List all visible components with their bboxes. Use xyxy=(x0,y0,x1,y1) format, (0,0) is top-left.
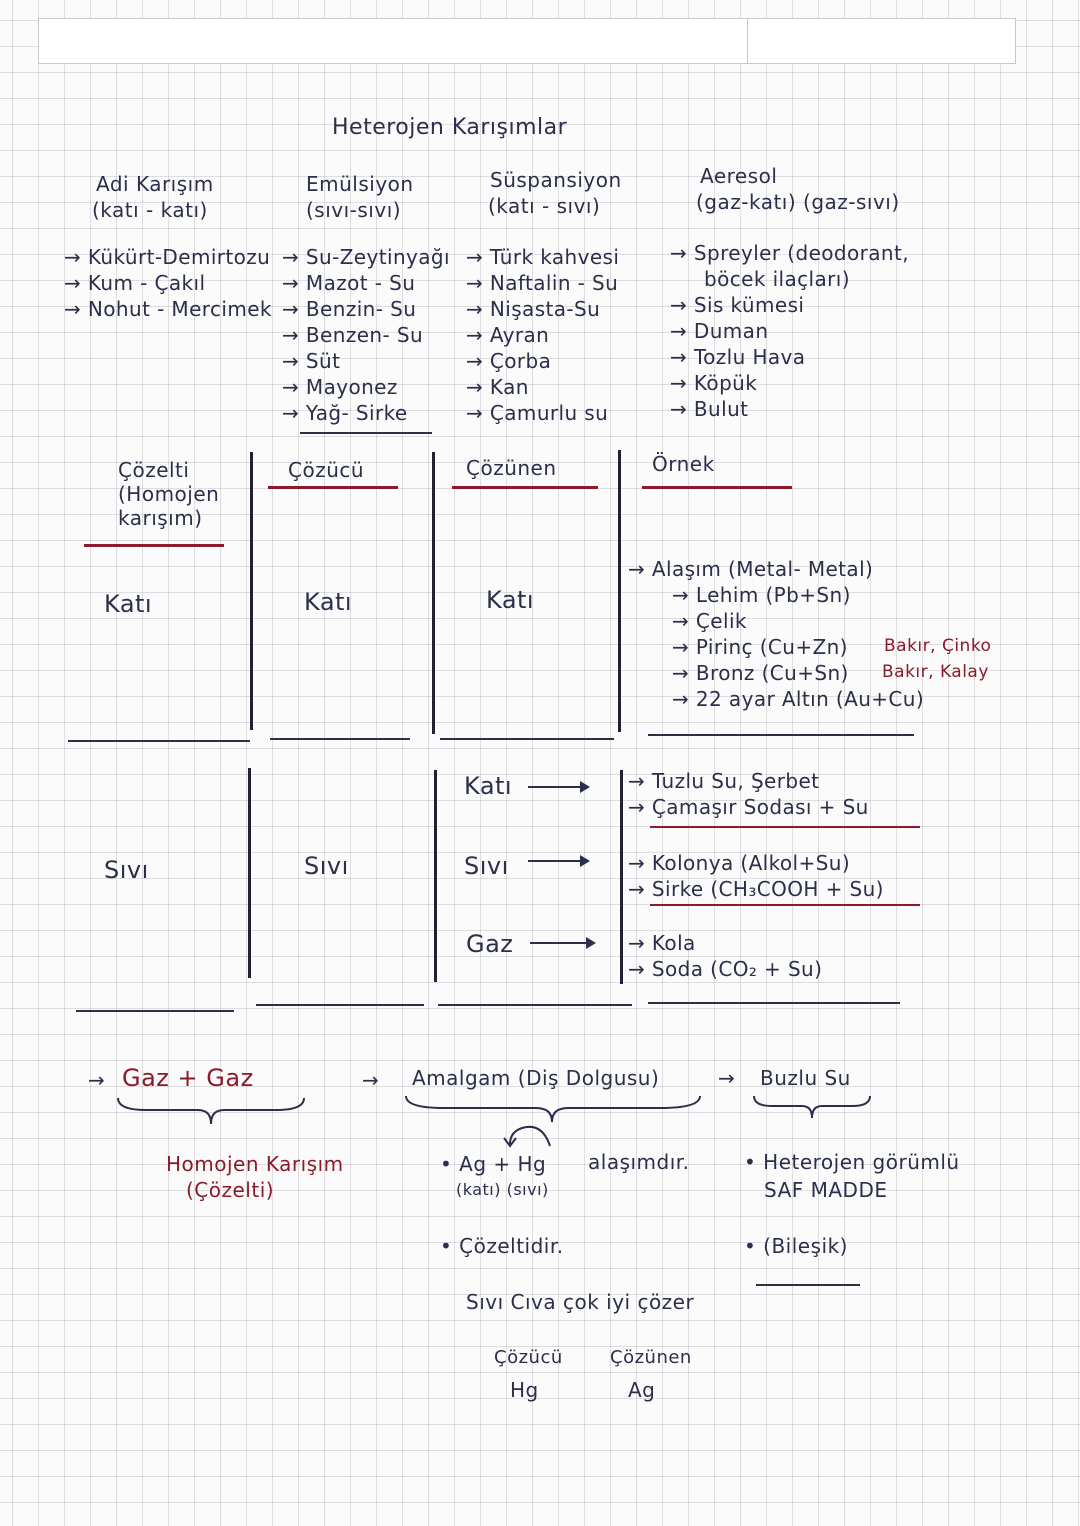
brace-icon xyxy=(752,1092,872,1122)
list-item: → Köpük xyxy=(670,371,758,395)
list-item: → 22 ayar Altın (Au+Cu) xyxy=(672,687,925,711)
column-emulsiyon-sub: (sıvı-sıvı) xyxy=(306,198,402,222)
amalgam-states: (katı) (sıvı) xyxy=(456,1180,549,1199)
column-emulsiyon-title: Emülsiyon xyxy=(306,172,414,196)
list-item: → Tozlu Hava xyxy=(670,345,806,369)
column-aeresol-title: Aeresol xyxy=(700,164,778,188)
list-item: → Benzin- Su xyxy=(282,297,417,321)
list-aeresol xyxy=(670,240,909,422)
row2-ornek-gaz xyxy=(628,930,822,982)
list-item: → Sirke (CH₃COOH + Su) xyxy=(628,877,884,901)
column-adi-sub: (katı - katı) xyxy=(92,198,208,222)
list-item: → Sis kümesi xyxy=(670,293,805,317)
header-cozunen-underline xyxy=(452,486,598,489)
amalgam-formula: • Ag + Hg xyxy=(440,1152,547,1176)
row2-cozunen-gaz: Gaz xyxy=(466,930,514,958)
list-item: → Süt xyxy=(282,349,341,373)
amalgam-note: Sıvı Cıva çok iyi çözer xyxy=(466,1290,695,1314)
list-item: → Nohut - Mercimek xyxy=(64,297,272,321)
list-item: → Benzen- Su xyxy=(282,323,424,347)
list-item: → Duman xyxy=(670,319,769,343)
page-title: Heterojen Karışımlar xyxy=(332,115,568,140)
list-item: → Çorba xyxy=(466,349,552,373)
column-adi-title: Adi Karışım xyxy=(96,172,214,196)
row-separator xyxy=(68,740,250,742)
table-vline xyxy=(248,768,251,978)
list-item: → Naftalin - Su xyxy=(466,271,619,295)
list-item: → Nişasta-Su xyxy=(466,297,601,321)
list-item: → Bronz (Cu+Sn) xyxy=(672,661,849,685)
row2-sivi-underline xyxy=(650,904,920,906)
list-item: → Alaşım (Metal- Metal) xyxy=(628,557,874,581)
bronz-note: Bakır, Kalay xyxy=(882,662,989,682)
header-ornek: Örnek xyxy=(652,452,715,476)
header-ornek-underline xyxy=(642,486,792,489)
list-item: → Lehim (Pb+Sn) xyxy=(672,583,851,607)
buzlu-note-3: • (Bileşik) xyxy=(744,1234,848,1258)
solvent-label: Çözücü xyxy=(494,1347,563,1368)
list-item: → Çelik xyxy=(672,609,747,633)
arrow-icon xyxy=(528,860,588,862)
list-item: → Kum - Çakıl xyxy=(64,271,206,295)
list-item: → Pirinç (Cu+Zn) xyxy=(672,635,848,659)
header-cozucu: Çözücü xyxy=(288,458,365,482)
table-vline xyxy=(618,450,621,732)
curved-arrow-icon xyxy=(500,1118,560,1148)
row1-cozunen: Katı xyxy=(486,586,535,614)
header-cozelti-underline xyxy=(84,544,224,547)
row2-kati-underline xyxy=(650,826,920,828)
row2-cozunen-sivi: Sıvı xyxy=(464,852,509,880)
buzlu-su-label: Buzlu Su xyxy=(760,1066,851,1090)
arrow-icon: → xyxy=(88,1068,106,1092)
row2-cozunen-kati: Katı xyxy=(464,772,513,800)
list-item: böcek ilaçları) xyxy=(704,267,850,291)
list-adi xyxy=(64,244,272,322)
header-cozelti: Çözelti (Homojen karışım) xyxy=(118,458,220,530)
cozelti-label: (Çözelti) xyxy=(186,1178,275,1202)
table-vline xyxy=(434,770,437,982)
row-separator xyxy=(438,1004,632,1006)
list-emulsiyon xyxy=(282,244,450,426)
header-divider xyxy=(747,19,748,63)
list-item: → Mayonez xyxy=(282,375,398,399)
list-item: → Su-Zeytinyağı xyxy=(282,245,450,269)
pirinc-note: Bakır, Çinko xyxy=(884,636,992,656)
list-item: → Tuzlu Su, Şerbet xyxy=(628,769,820,793)
list-item: → Mazot - Su xyxy=(282,271,416,295)
bilesik-underline xyxy=(756,1284,860,1286)
table-vline xyxy=(620,770,623,984)
gaz-gaz: Gaz + Gaz xyxy=(122,1064,254,1092)
list-item: → Türk kahvesi xyxy=(466,245,620,269)
row2-cozelti: Sıvı xyxy=(104,856,149,884)
list-item: → Yağ- Sirke xyxy=(282,401,408,425)
list-item: → Kükürt-Demirtozu xyxy=(64,245,271,269)
row1-ornek-list xyxy=(628,556,924,712)
list-item: → Çamurlu su xyxy=(466,401,609,425)
list-item: → Bulut xyxy=(670,397,749,421)
brace-icon xyxy=(116,1094,306,1128)
row1-cozelti: Katı xyxy=(104,590,153,618)
amalgam-label: Amalgam (Diş Dolgusu) xyxy=(412,1066,660,1090)
arrow-icon: → xyxy=(362,1068,380,1092)
column-aeresol-sub: (gaz-katı) (gaz-sıvı) xyxy=(696,190,900,214)
row2-ornek-kati xyxy=(628,768,869,820)
arrow-icon xyxy=(528,786,588,788)
row2-cozucu: Sıvı xyxy=(304,852,349,880)
solute-label: Çözünen xyxy=(610,1347,692,1368)
solvent-value: Hg xyxy=(510,1378,539,1402)
column-suspansiyon-title: Süspansiyon xyxy=(490,168,622,192)
amalgam-cozelti: • Çözeltidir. xyxy=(440,1234,564,1258)
list-item: → Kan xyxy=(466,375,529,399)
table-vline xyxy=(432,452,435,734)
list-suspansiyon xyxy=(466,244,619,426)
list-item: → Kola xyxy=(628,931,696,955)
solute-value: Ag xyxy=(628,1378,656,1402)
header-cozunen: Çözünen xyxy=(466,456,557,480)
arrow-icon xyxy=(530,942,594,944)
row-separator xyxy=(256,1004,424,1006)
row1-cozucu: Katı xyxy=(304,588,353,616)
row-separator xyxy=(440,738,614,740)
list-item: → Ayran xyxy=(466,323,550,347)
homojen-label: Homojen Karışım xyxy=(166,1152,344,1176)
buzlu-note-1: • Heterojen görümlü xyxy=(744,1150,960,1174)
emulsiyon-underline xyxy=(300,432,432,434)
amalgam-alasim: alaşımdır. xyxy=(588,1150,690,1174)
arrow-icon: → xyxy=(718,1066,736,1090)
page-header-box xyxy=(38,18,1016,64)
row-separator xyxy=(648,734,914,736)
list-item: → Çamaşır Sodası + Su xyxy=(628,795,869,819)
row-separator xyxy=(76,1010,234,1012)
buzlu-note-2: SAF MADDE xyxy=(764,1178,888,1202)
table-vline xyxy=(250,452,253,730)
list-item: → Spreyler (deodorant, xyxy=(670,241,909,265)
list-item: → Soda (CO₂ + Su) xyxy=(628,957,823,981)
row-separator xyxy=(270,738,410,740)
column-suspansiyon-sub: (katı - sıvı) xyxy=(488,194,601,218)
row-separator xyxy=(648,1002,900,1004)
header-cozucu-underline xyxy=(268,486,398,489)
list-item: → Kolonya (Alkol+Su) xyxy=(628,851,851,875)
row2-ornek-sivi xyxy=(628,850,884,902)
